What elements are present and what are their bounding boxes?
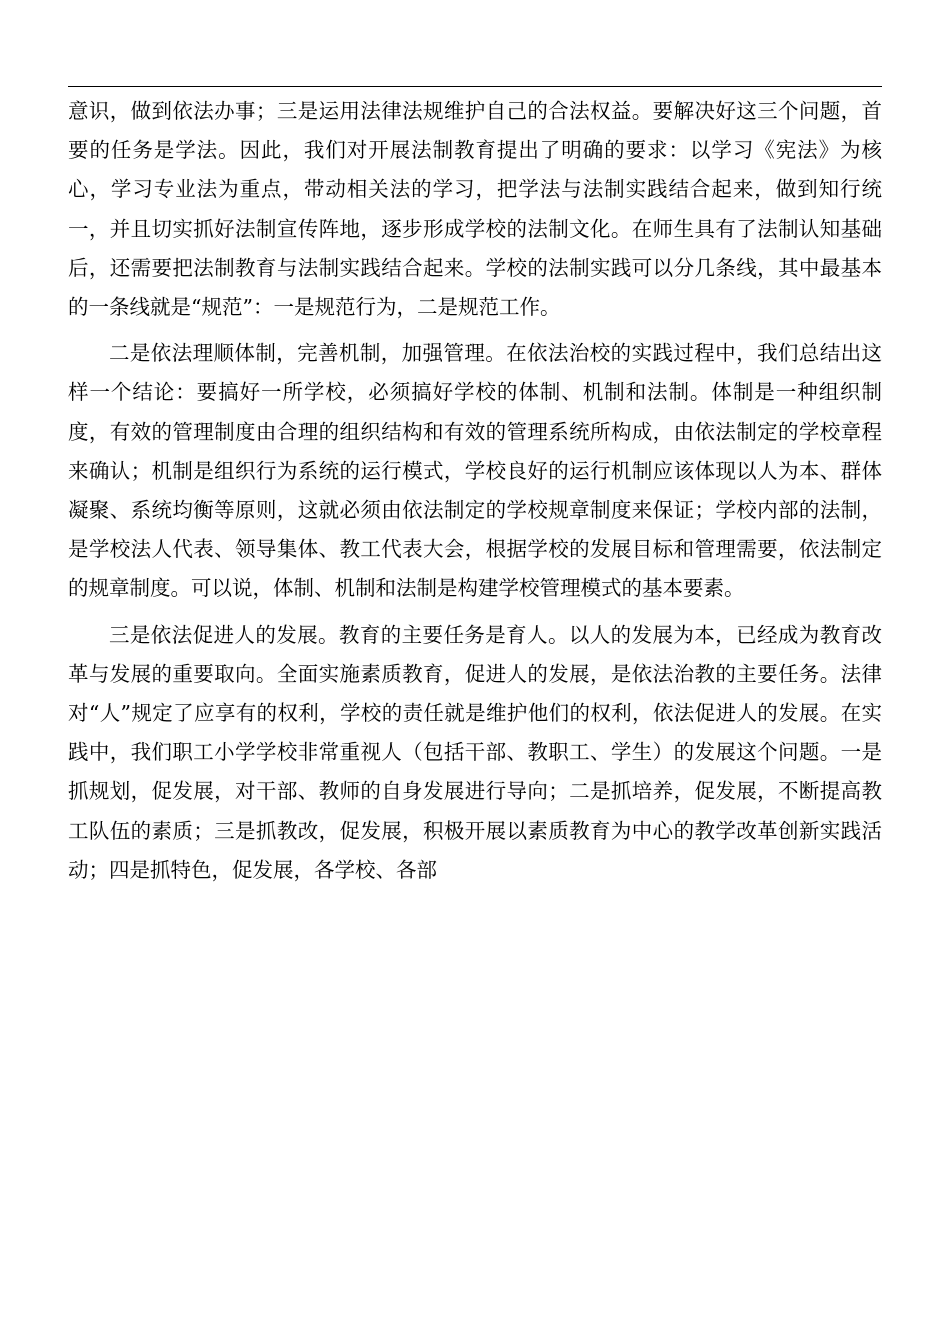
- paragraph-system-management: 二是依法理顺体制，完善机制，加强管理。在依法治校的实践过程中，我们总结出这样一个结论：要搞好一所学校，必须搞好学校的体制、机制和法制。体制是一种组织制度，有效的管理制度由合理的组织结构和有效的管理系统所构成，由依法制定的学校章程来确认；机制是组织行为系统的运行模式，学校良好的运行机制应该体现以人为本、群体凝聚、系统均衡等原则，这就必须由依法制定的学校规章制度来保证；学校内部的法制，是学校法人代表、领导集体、教工代表大会，根据学校的发展目标和管理需要，依法制定的规章制度。可以说，体制、机制和法制是构建学校管理模式的基本要素。: [68, 341, 882, 601]
- paragraph-human-development: 三是依法促进人的发展。教育的主要任务是育人。以人的发展为本，已经成为教育改革与发展的重要取向。全面实施素质教育，促进人的发展，是依法治教的主要任务。法律对“人”规定了应享有的权利，学校的责任就是维护他们的权利，依法促进人的发展。在实践中，我们职工小学学校非常重视人（包括干部、教职工、学生）的发展这个问题。一是抓规划，促发展，对干部、教师的自身发展进行导向；二是抓培养，促发展，不断提高教工队伍的素质；三是抓教改，促发展，积极开展以素质教育为中心的教学改革创新实践活动；四是抓特色，促发展，各学校、各部: [68, 622, 882, 882]
- header-rule: [68, 86, 882, 87]
- document-body: [68, 92, 882, 890]
- paragraph-continuation: 意识，做到依法办事；三是运用法律法规维护自己的合法权益。要解决好这三个问题，首要的任务是学法。因此，我们对开展法制教育提出了明确的要求：以学习《宪法》为核心，学习专业法为重点，带动相关法的学习，把学法与法制实践结合起来，做到知行统一，并且切实抓好法制宣传阵地，逐步形成学校的法制文化。在师生具有了法制认知基础后，还需要把法制教育与法制实践结合起来。学校的法制实践可以分几条线，其中最基本的一条线就是“规范”：一是规范行为，二是规范工作。: [68, 99, 882, 320]
